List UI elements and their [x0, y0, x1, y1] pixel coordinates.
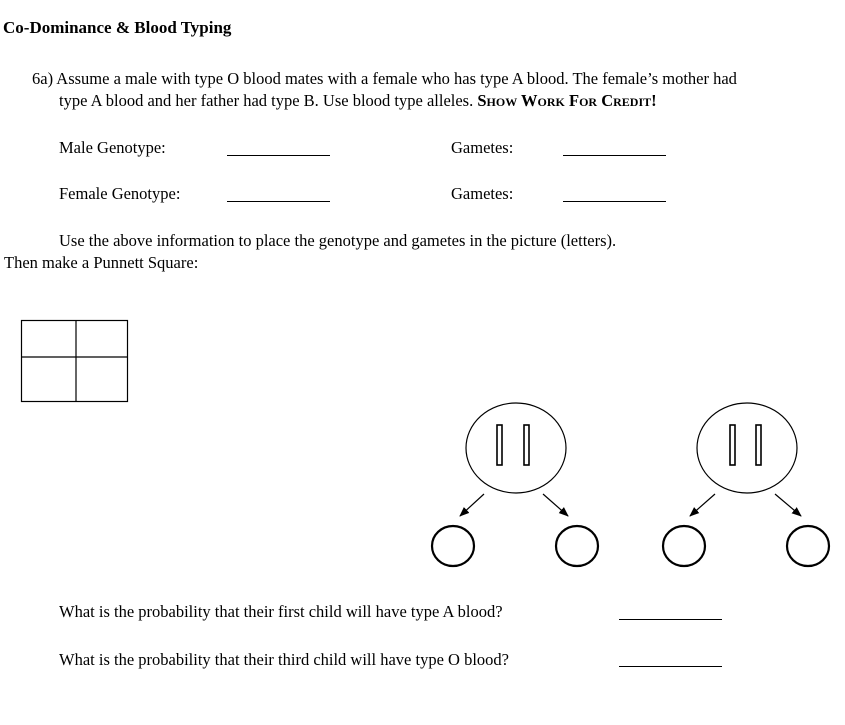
arrow-icon [460, 494, 484, 516]
female-gamete-cell-1[interactable] [663, 526, 705, 566]
probability-question-1: What is the probability that their first child will have type A blood? [59, 602, 503, 621]
male-gametes-label: Gametes: [451, 138, 514, 157]
question-number: 6a) [32, 69, 54, 88]
answer-blank-1[interactable] [619, 619, 722, 620]
probability-question-2: What is the probability that their third child will have type O blood? [59, 650, 509, 669]
female-gametes-label: Gametes: [451, 184, 514, 203]
arrow-icon [543, 494, 568, 516]
worksheet-title: Co-Dominance & Blood Typing [3, 18, 232, 37]
question-text-line2: type A blood and her father had type B. Use blood type alleles. [59, 91, 474, 110]
male-gamete-cell-2[interactable] [556, 526, 598, 566]
show-work-emphasis: Show Work For Credit! [477, 91, 657, 110]
chromosome-icon [756, 425, 761, 465]
instructions-line2: Then make a Punnett Square: [4, 253, 199, 272]
male-parent-cell[interactable] [466, 403, 566, 493]
arrow-icon [690, 494, 715, 516]
chromosome-icon [497, 425, 502, 465]
male-gamete-cell-1[interactable] [432, 526, 474, 566]
instructions-line1: Use the above information to place the genotype and gametes in the picture (letters). [59, 231, 617, 250]
male-genotype-label: Male Genotype: [59, 138, 166, 157]
chromosome-icon [730, 425, 735, 465]
question-text-line1: Assume a male with type O blood mates with a female who has type A blood. The female’s mother had [56, 69, 737, 88]
female-parent-cell[interactable] [697, 403, 797, 493]
answer-blank-2[interactable] [619, 666, 722, 667]
chromosome-icon [524, 425, 529, 465]
punnett-square[interactable] [22, 321, 128, 402]
female-gamete-cell-2[interactable] [787, 526, 829, 566]
female-genotype-label: Female Genotype: [59, 184, 181, 203]
arrow-icon [775, 494, 801, 516]
